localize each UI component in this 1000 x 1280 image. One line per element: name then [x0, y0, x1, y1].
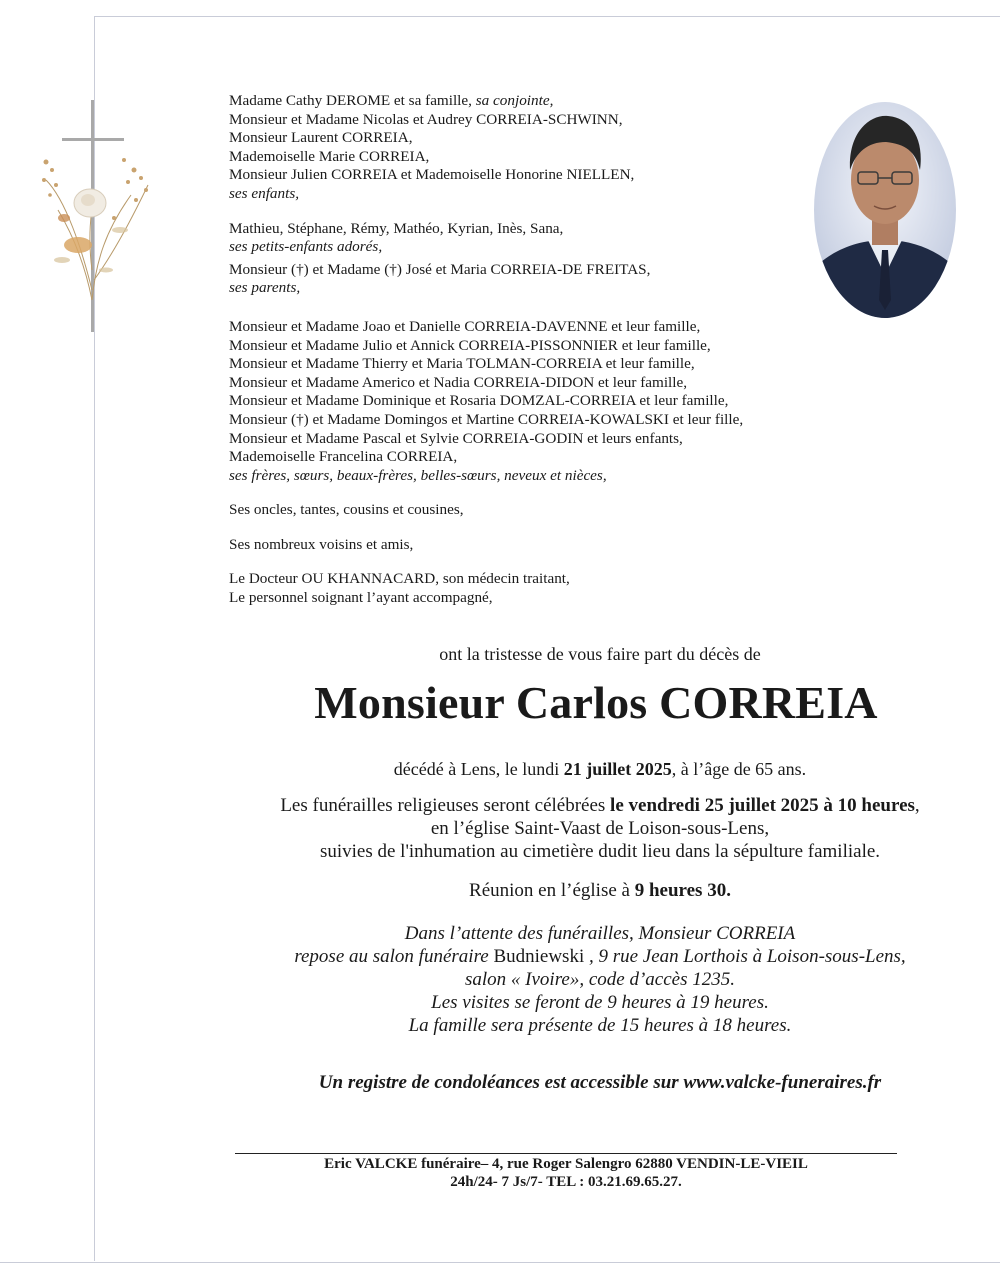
family-line: Ses oncles, tantes, cousins et cousines, — [229, 501, 464, 519]
orange-flower — [64, 237, 92, 253]
family-line: Le personnel soignant l’ayant accompagné, — [229, 589, 493, 607]
family-line: Monsieur et Madame Dominique et Rosaria DOMZAL-CORREIA et leur famille, — [229, 392, 729, 410]
family-line: Le Docteur OU KHANNACARD, son médecin traitant, — [229, 570, 570, 588]
footer-phone: 24h/24- 7 Js/7- TEL : 03.21.69.65.27. — [450, 1174, 682, 1190]
family-line: Mathieu, Stéphane, Rémy, Mathéo, Kyrian, Inès, Sana, — [229, 219, 564, 237]
family-line: Monsieur Julien CORREIA et Mademoiselle Honorine NIELLEN, — [229, 166, 635, 184]
frame-top-line — [94, 16, 1000, 17]
family-role: ses frères, sœurs, beaux-frères, belles-sœurs, neveux et nièces, — [229, 466, 607, 484]
footer-address: Eric VALCKE funéraire– 4, rue Roger Salengro 62880 VENDIN-LE-VIEIL — [324, 1156, 808, 1172]
frame-bottom-line — [0, 1262, 1000, 1263]
family-line: Monsieur et Madame Americo et Nadia CORREIA-DIDON et leur famille, — [229, 373, 688, 391]
funeral-info: Les funérailles religieuses seront célébrées le vendredi 25 juillet 2025 à 10 heures, en l’église Saint-Vaast de Loison-sous-Lens, suivies de l'inhumation au cimetière dudit lieu dans la sépulture familiale. — [280, 795, 920, 862]
repose-info: Dans l’attente des funérailles, Monsieur CORREIA repose au salon funéraire Budniewski , 9 rue Jean Lorthois à Loison-sous-Lens, salon « Ivoire», code d’accès 1235. Les visites se feront de 9 heures à 19 heures. La famille sera présente de 15 heures à 18 heures. — [294, 923, 906, 1036]
family-line: Mademoiselle Marie CORREIA, — [229, 147, 430, 165]
family-line: Madame Cathy DEROME et sa famille, sa conjointe, — [229, 92, 554, 109]
family-line: Monsieur et Madame Pascal et Sylvie CORREIA-GODIN et leurs enfants, — [229, 429, 683, 447]
family-line: Monsieur et Madame Julio et Annick CORREIA-PISSONNIER et leur famille, — [229, 336, 711, 354]
cross-horizontal — [62, 138, 124, 141]
death-notice: décédé à Lens, le lundi 21 juillet 2025, à l’âge de 65 ans. — [393, 759, 807, 779]
cross-flower-ornament — [36, 100, 156, 335]
family-role: ses petits-enfants adorés, — [229, 238, 383, 256]
family-line: Monsieur et Madame Nicolas et Audrey CORREIA-SCHWINN, — [229, 110, 623, 128]
deceased-name: Monsieur Carlos CORREIA — [314, 677, 878, 728]
family-line: Ses nombreux voisins et amis, — [229, 535, 414, 553]
condolence-register-note: Un registre de condoléances est accessible sur www.valcke-funeraires.fr — [318, 1072, 882, 1093]
family-list — [229, 92, 849, 608]
footer-divider — [235, 1153, 897, 1154]
family-role: ses parents, — [229, 279, 301, 297]
family-line: Monsieur Laurent CORREIA, — [229, 129, 413, 147]
announcement-text: ont la tristesse de vous faire part du décès de — [439, 644, 761, 664]
family-line: Mademoiselle Francelina CORREIA, — [229, 448, 458, 466]
family-line: Monsieur (†) et Madame (†) José et Maria CORREIA-DE FREITAS, — [229, 260, 651, 278]
reunion-info: Réunion en l’église à 9 heures 30. — [469, 880, 731, 901]
family-line: Monsieur (†) et Madame Domingos et Martine CORREIA-KOWALSKI et leur fille, — [229, 410, 744, 428]
family-line: Monsieur et Madame Joao et Danielle CORREIA-DAVENNE et leur famille, — [229, 317, 701, 335]
family-role: ses enfants, — [229, 184, 300, 202]
family-line: Monsieur et Madame Thierry et Maria TOLMAN-CORREIA et leur famille, — [229, 355, 695, 373]
